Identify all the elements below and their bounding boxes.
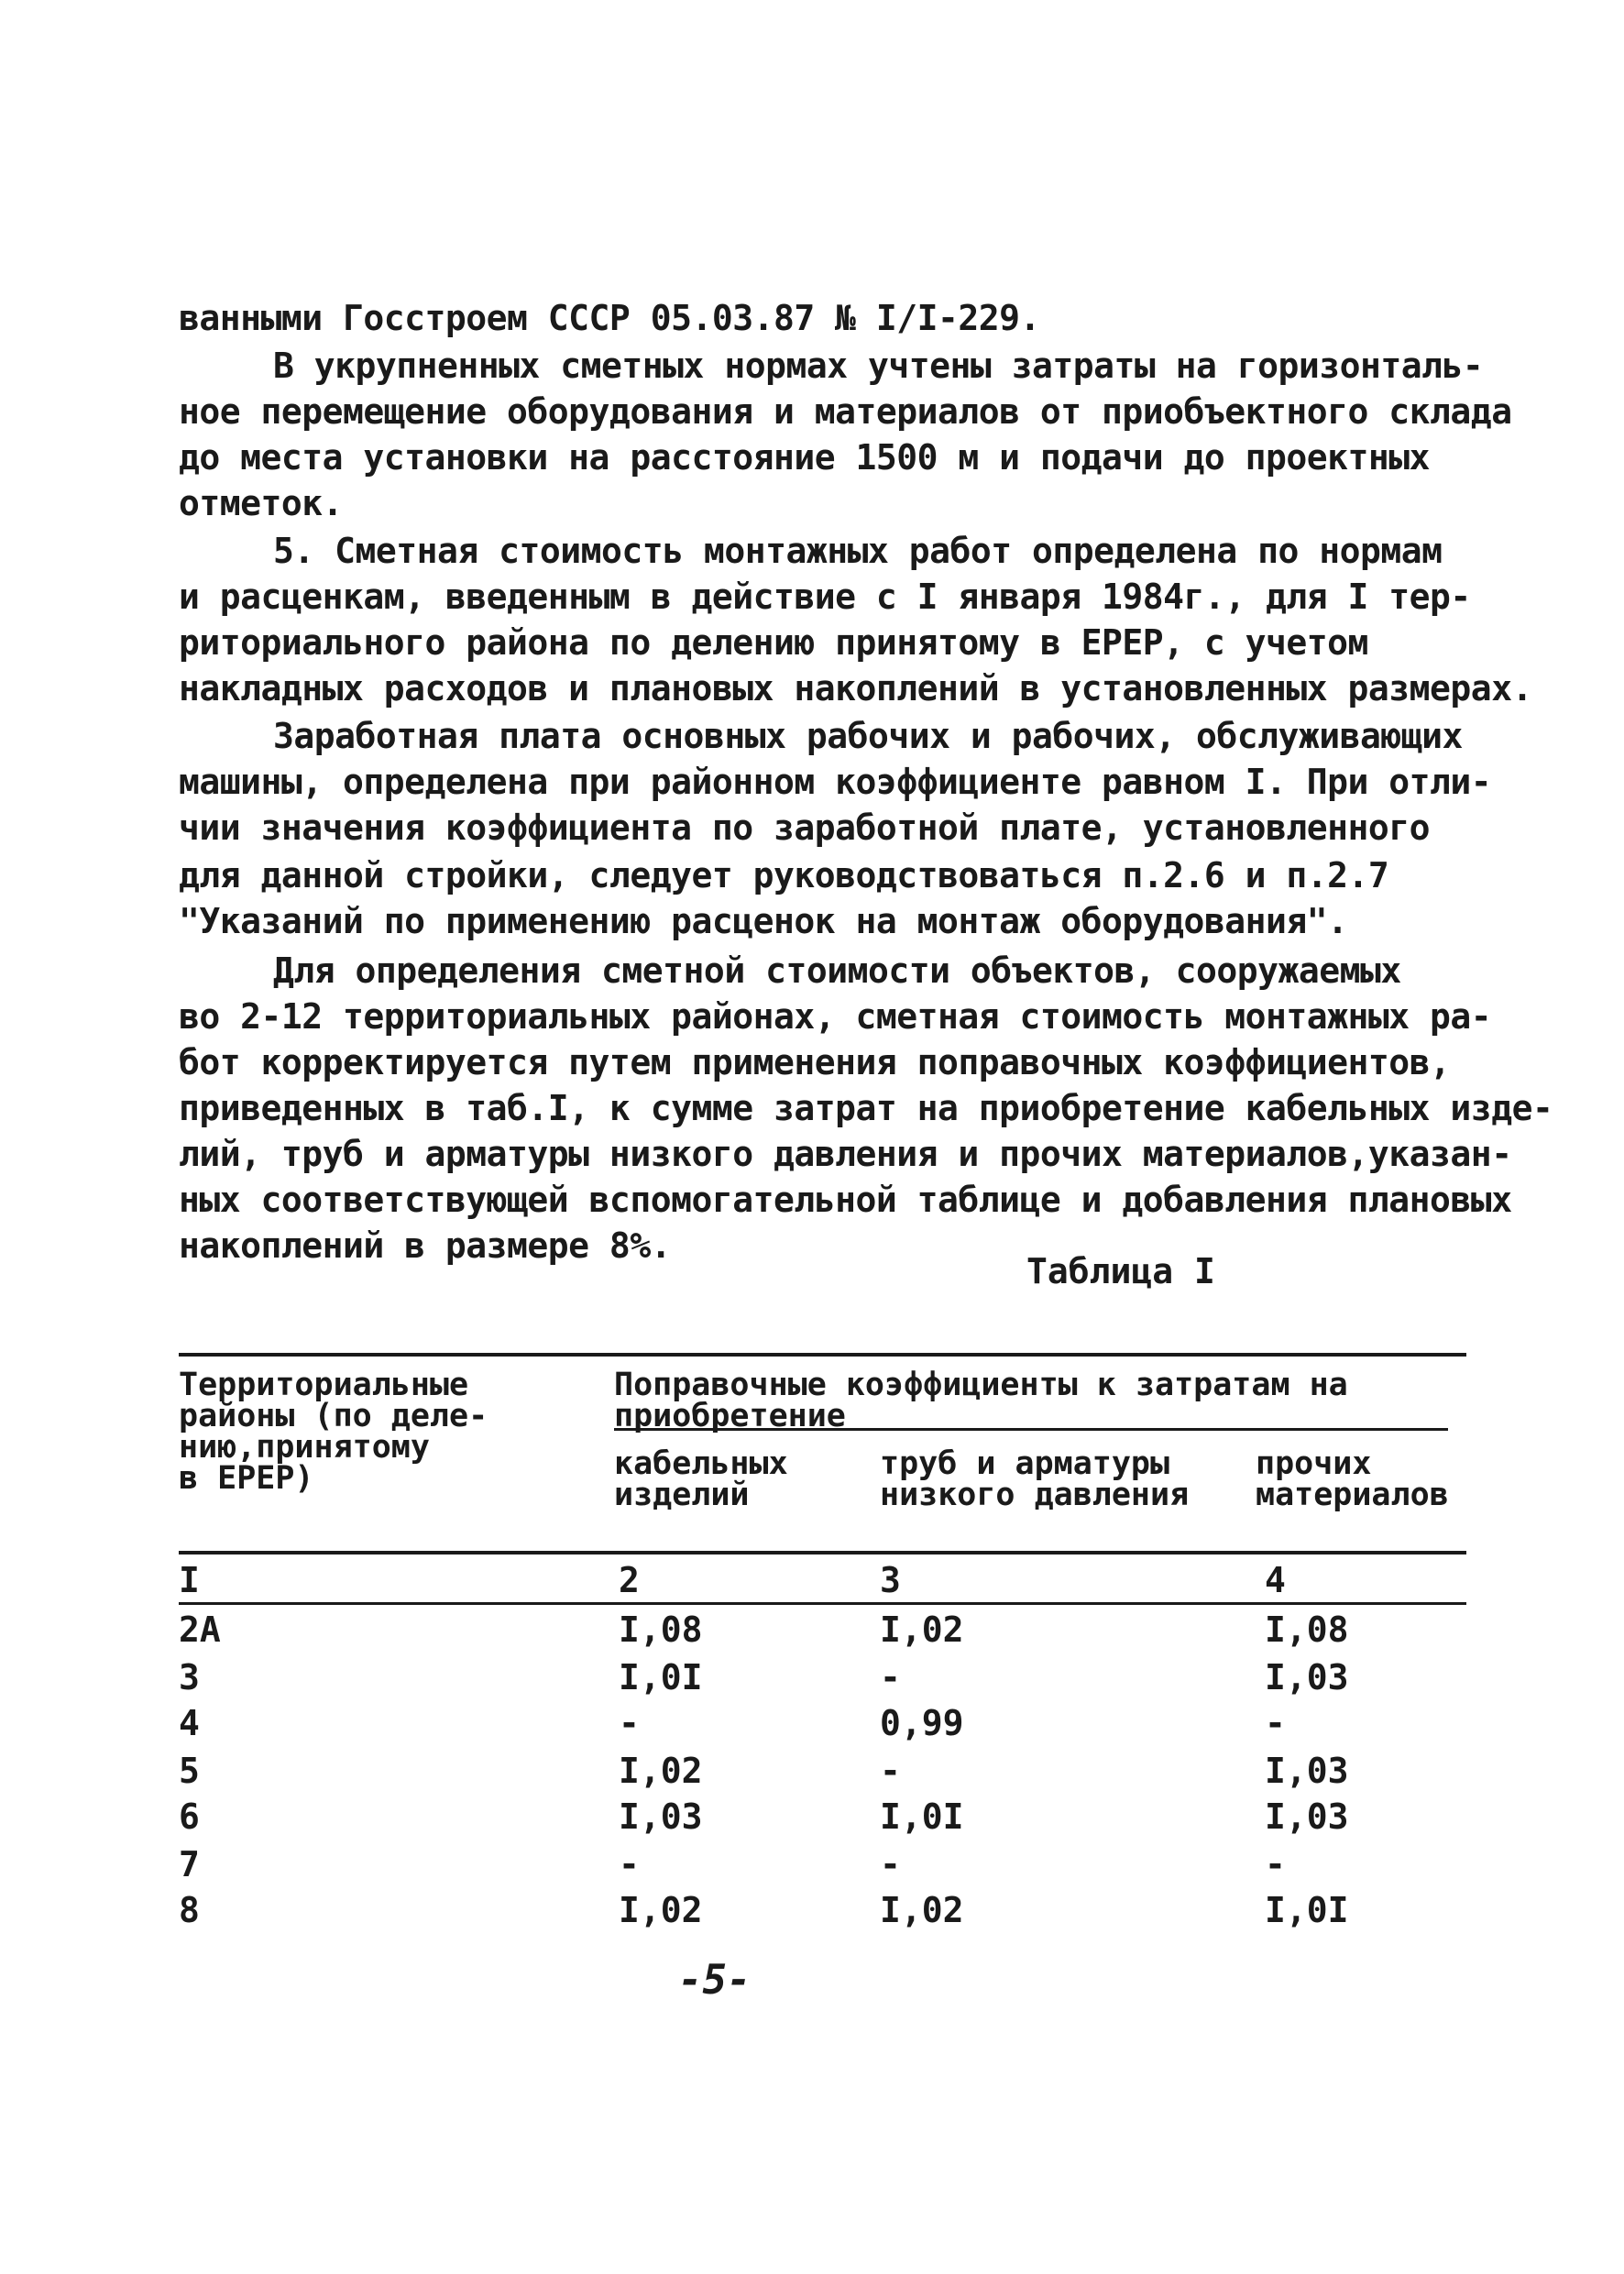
table-top-rule — [179, 1353, 1466, 1357]
text-line: отметок. — [179, 483, 344, 523]
text-line: В укрупненных сметных нормах учтены затраты на горизонталь- — [273, 346, 1484, 386]
text-line: ванными Госстроем СССР 05.03.87 № I/I-229. — [179, 298, 1040, 338]
cell-cable: - — [619, 1844, 640, 1884]
text-line: риториального района по делению принятому в ЕРЕР, с учетом — [179, 622, 1368, 663]
table-header-region — [179, 1367, 488, 1497]
cell-cable: I,02 — [619, 1751, 703, 1791]
header-line: низкого давления — [880, 1477, 1190, 1513]
cell-cable: - — [619, 1703, 640, 1743]
cell-other: - — [1265, 1703, 1286, 1743]
header-line: районы (по деле- — [179, 1398, 488, 1434]
text-line: Заработная плата основных рабочих и рабочих, обслуживающих — [273, 716, 1463, 756]
page-number: -5- — [678, 1957, 752, 2004]
cell-region: 6 — [179, 1796, 200, 1837]
cell-cable: I,03 — [619, 1796, 703, 1837]
header-line: кабельных — [614, 1445, 788, 1482]
text-line: лий, труб и арматуры низкого давления и прочих материалов,указан- — [179, 1134, 1512, 1174]
cell-pipes: - — [880, 1657, 901, 1697]
table-header-group — [614, 1369, 1348, 1432]
text-line: 5. Сметная стоимость монтажных работ определена по нормам — [273, 531, 1443, 571]
header-line: нию,принятому — [179, 1429, 430, 1466]
text-line: накоплений в размере 8%. — [179, 1225, 672, 1266]
text-line: ное перемещение оборудования и материалов от приобъектного склада — [179, 391, 1512, 432]
cell-pipes: I,02 — [880, 1609, 964, 1650]
cell-region: 4 — [179, 1703, 200, 1743]
header-line: приобретение — [614, 1398, 846, 1434]
header-line: Территориальные — [179, 1367, 469, 1403]
header-line: материалов — [1256, 1477, 1449, 1513]
text-line: бот корректируется путем применения поправочных коэффициентов, — [179, 1042, 1451, 1082]
text-line: "Указаний по применению расценок на монтаж оборудования". — [179, 901, 1348, 941]
header-line: прочих — [1256, 1445, 1372, 1482]
header-line: в ЕРЕР) — [179, 1460, 314, 1497]
col-number: I — [179, 1560, 200, 1600]
table-numbers-rule — [179, 1602, 1466, 1605]
cell-pipes: I,02 — [880, 1890, 964, 1930]
cell-other: I,03 — [1265, 1657, 1349, 1697]
cell-region: 3 — [179, 1657, 200, 1697]
text-line: ных соответствующей вспомогательной таблице и добавления плановых — [179, 1180, 1512, 1220]
text-line: приведенных в таб.I, к сумме затрат на приобретение кабельных изде- — [179, 1088, 1553, 1128]
cell-other: I,0I — [1265, 1890, 1349, 1930]
cell-pipes: I,0I — [880, 1796, 964, 1837]
cell-region: 8 — [179, 1890, 200, 1930]
cell-pipes: - — [880, 1844, 901, 1884]
header-line: труб и арматуры — [880, 1445, 1170, 1482]
cell-region: 5 — [179, 1751, 200, 1791]
text-line: во 2-12 территориальных районах, сметная стоимость монтажных ра- — [179, 996, 1492, 1037]
cell-region: 2А — [179, 1609, 221, 1650]
text-line: машины, определена при районном коэффициенте равном I. При отли- — [179, 762, 1492, 802]
col-number: 2 — [619, 1560, 640, 1600]
cell-cable: I,02 — [619, 1890, 703, 1930]
text-line: для данной стройки, следует руководствоваться п.2.6 и п.2.7 — [179, 855, 1389, 895]
table-caption: Таблица I — [1026, 1251, 1215, 1291]
cell-pipes: 0,99 — [880, 1703, 964, 1743]
text-line: и расценкам, введенным в действие с I января 1984г., для I тер- — [179, 577, 1471, 617]
header-line: изделий — [614, 1477, 750, 1513]
table-header-rule — [179, 1551, 1466, 1554]
cell-pipes: - — [880, 1751, 901, 1791]
cell-other: I,08 — [1265, 1609, 1349, 1650]
table-subheader-cable — [614, 1445, 788, 1513]
header-line: Поправочные коэффициенты к затратам на — [614, 1367, 1348, 1403]
col-number: 4 — [1265, 1560, 1286, 1600]
text-line: до места установки на расстояние 1500 м и подачи до проектных — [179, 437, 1431, 478]
cell-other: I,03 — [1265, 1751, 1349, 1791]
text-line: чии значения коэффициента по заработной плате, установленного — [179, 807, 1431, 848]
cell-region: 7 — [179, 1844, 200, 1884]
text-line: Для определения сметной стоимости объектов, сооружаемых — [273, 950, 1401, 991]
cell-cable: I,0I — [619, 1657, 703, 1697]
cell-other: I,03 — [1265, 1796, 1349, 1837]
table-subheader-other — [1256, 1445, 1449, 1513]
text-line: накладных расходов и плановых накоплений в установленных размерах. — [179, 668, 1532, 709]
cell-other: - — [1265, 1844, 1286, 1884]
table-subheader-pipes — [880, 1445, 1190, 1513]
col-number: 3 — [880, 1560, 901, 1600]
cell-cable: I,08 — [619, 1609, 703, 1650]
